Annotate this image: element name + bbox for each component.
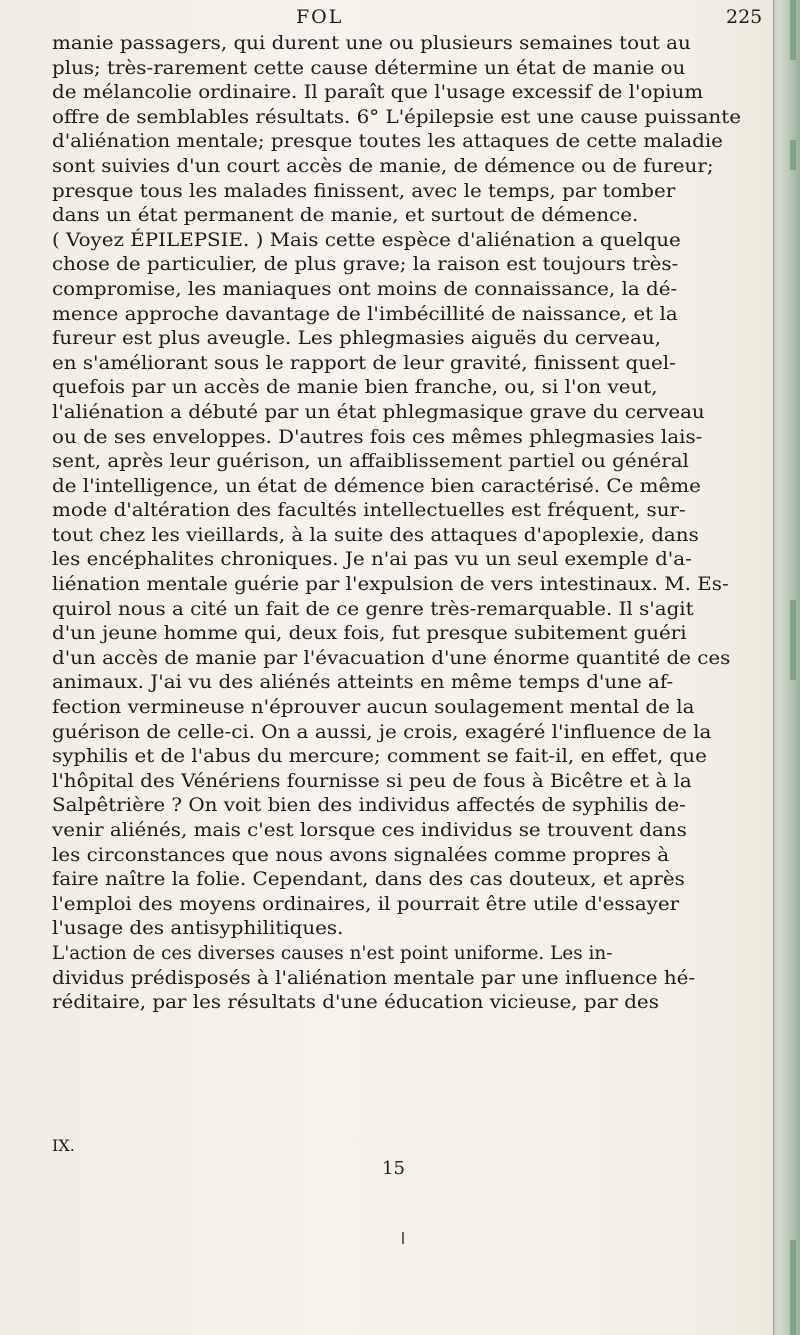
text-line-content: tout chez les vieillards, à la suite des attaques d'apoplexie, dans	[52, 524, 699, 546]
printer-mark	[402, 1232, 404, 1244]
text-line	[52, 303, 762, 328]
volume-signature: IX.	[52, 1136, 75, 1155]
text-line-content: guérison de celle-ci. On a aussi, je crois, exagéré l'influence de la	[52, 721, 712, 743]
text-line	[52, 868, 762, 893]
text-line-content: quirol nous a cité un fait de ce genre très-remarquable. Il s'agit	[52, 598, 694, 620]
text-line-content: Salpêtrière ? On voit bien des individus affectés de syphilis de-	[52, 795, 686, 817]
text-line	[52, 647, 762, 672]
text-line	[52, 376, 762, 401]
gathering-mark: 15	[382, 1158, 405, 1179]
text-line	[52, 721, 762, 746]
text-line	[52, 229, 762, 254]
text-line-content: réditaire, par les résultats d'une éducation vicieuse, par des	[52, 992, 659, 1014]
page-edge	[773, 0, 800, 1335]
text-line	[52, 524, 762, 549]
text-line-content: sont suivies d'un court accès de manie, de démence ou de fureur;	[52, 155, 714, 177]
text-line	[52, 253, 762, 278]
text-line-content: l'usage des antisyphilitiques.	[52, 918, 344, 940]
text-line	[52, 278, 762, 303]
text-line	[52, 106, 762, 131]
text-line	[52, 180, 762, 205]
text-line-content: plus; très-rarement cette cause détermine un état de manie ou	[52, 57, 686, 79]
text-line	[52, 352, 762, 377]
text-line-content: mence approche davantage de l'imbécillité de naissance, et la	[52, 303, 678, 325]
text-line-content: d'un accès de manie par l'évacuation d'une énorme quantité de ces	[52, 647, 731, 669]
text-line	[52, 475, 762, 500]
text-line-content: les circonstances que nous avons signalées comme propres à	[52, 844, 670, 866]
text-line-content: L'action de ces diverses causes n'est point uniforme. Les in-	[52, 942, 613, 964]
text-line-content: quefois par un accès de manie bien franche, ou, si l'on veut,	[52, 377, 658, 399]
text-line	[52, 917, 762, 942]
text-line-content: faire naître la folie. Cependant, dans des cas douteux, et après	[52, 869, 685, 891]
text-line	[52, 696, 762, 721]
text-line	[52, 81, 762, 106]
text-line	[52, 819, 762, 844]
text-line	[52, 548, 762, 573]
text-line-content: fureur est plus aveugle. Les phlegmasies aiguës du cerveau,	[52, 328, 662, 350]
text-line	[52, 770, 762, 795]
text-line-content: les encéphalites chroniques. Je n'ai pas vu un seul exemple d'a-	[52, 549, 692, 571]
text-line	[52, 893, 762, 918]
text-line-content: venir aliénés, mais c'est lorsque ces individus se trouvent dans	[52, 820, 687, 841]
text-line	[52, 499, 762, 524]
text-line-content: d'aliénation mentale; presque toutes les attaques de cette maladie	[52, 131, 723, 153]
text-line-content: sent, après leur guérison, un affaiblissement partiel ou général	[52, 451, 689, 473]
text-line	[52, 204, 762, 229]
text-line	[52, 794, 762, 819]
text-line	[52, 622, 762, 647]
text-line	[52, 401, 762, 426]
page-header	[0, 6, 780, 28]
text-line-content: d'un jeune homme qui, deux fois, fut presque subitement guéri	[52, 623, 687, 645]
text-line-content: ou de ses enveloppes. D'autres fois ces mêmes phlegmasies lais-	[52, 426, 703, 448]
running-title: FOL	[296, 6, 344, 28]
text-line	[52, 844, 762, 869]
text-line	[52, 671, 762, 696]
text-line-content: offre de semblables résultats. 6° L'épilepsie est une cause puissante	[52, 106, 741, 128]
text-line-content: syphilis et de l'abus du mercure; comment se fait-il, en effet, que	[52, 746, 707, 768]
text-line	[52, 991, 762, 1016]
text-line-content: chose de particulier, de plus grave; la raison est toujours très-	[52, 254, 679, 276]
text-line-content: liénation mentale guérie par l'expulsion de vers intestinaux. M. Es-	[52, 574, 729, 596]
text-line-content: l'emploi des moyens ordinaires, il pourrait être utile d'essayer	[52, 893, 680, 915]
text-line-content: fection vermineuse n'éprouver aucun soulagement mental de la	[52, 697, 695, 719]
text-line-content: dividus prédisposés à l'aliénation mentale par une influence hé-	[52, 967, 696, 989]
text-line	[52, 745, 762, 770]
text-line	[52, 155, 762, 180]
text-line-content: presque tous les malades finissent, avec le temps, par tomber	[52, 180, 676, 202]
text-line	[52, 426, 762, 451]
text-line	[52, 450, 762, 475]
text-line	[52, 57, 762, 82]
text-line	[52, 598, 762, 623]
text-line-content: animaux. J'ai vu des aliénés atteints en même temps d'une af-	[52, 672, 674, 694]
text-line-content: mode d'altération des facultés intellectuelles est fréquent, sur-	[52, 500, 686, 522]
text-line-content: en s'améliorant sous le rapport de leur gravité, finissent quel-	[52, 352, 676, 374]
text-line-content: de l'intelligence, un état de démence bien caractérisé. Ce même	[52, 475, 701, 497]
text-line	[52, 327, 762, 352]
text-line	[52, 942, 762, 967]
text-line-content: manie passagers, qui durent une ou plusieurs semaines tout au	[52, 33, 691, 54]
body-text	[52, 32, 762, 1016]
text-line-content: l'hôpital des Vénériens fournisse si peu de fous à Bicêtre et à la	[52, 770, 692, 792]
text-line-content: de mélancolie ordinaire. Il paraît que l'usage excessif de l'opium	[52, 82, 704, 104]
text-line	[52, 967, 762, 992]
page-number: 225	[726, 6, 763, 28]
text-line	[52, 573, 762, 598]
text-line-content: ( Voyez ÉPILEPSIE. ) Mais cette espèce d'aliénation a quelque	[52, 229, 681, 251]
text-line-content: compromise, les maniaques ont moins de connaissance, la dé-	[52, 278, 678, 300]
text-line-content: dans un état permanent de manie, et surtout de démence.	[52, 205, 639, 227]
text-line	[52, 130, 762, 155]
text-line	[52, 32, 762, 57]
text-line-content: l'aliénation a débuté par un état phlegmasique grave du cerveau	[52, 401, 705, 423]
